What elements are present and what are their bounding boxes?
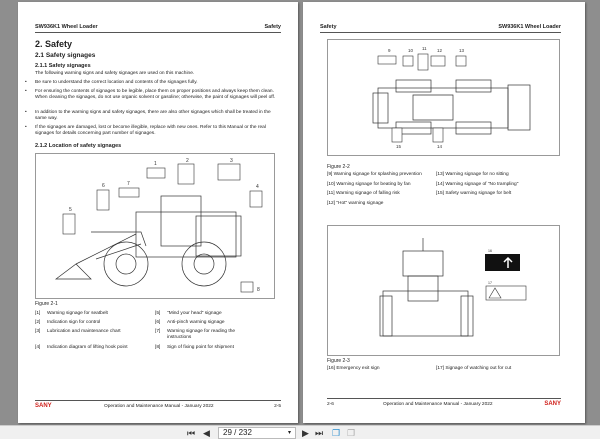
footer-text: Operation and Maintenance Manual - January 2022 xyxy=(104,404,214,409)
wheel-loader-side-drawing xyxy=(36,154,274,298)
figure-caption: Figure 2-1 xyxy=(35,301,58,307)
legend-item: [10] Warning signage for beating by fan xyxy=(327,181,411,187)
page-number-input[interactable] xyxy=(218,427,296,439)
sany-logo: SANY xyxy=(35,403,52,409)
legend-item: Indication sign for control xyxy=(47,320,101,325)
legend-number: [8] xyxy=(155,345,161,350)
callout-label: 3 xyxy=(230,158,233,164)
legend-number: [5] xyxy=(155,311,161,316)
callout-label: 9 xyxy=(388,48,391,53)
legend-item: [17] Signage of watching out for cut xyxy=(436,366,512,371)
legend-item: "Mind your head" signage xyxy=(167,311,222,316)
intro-text: The following warning signs and safety signages are used on this machine. xyxy=(35,71,195,76)
legend-item: [12] "Hot" warning signage xyxy=(327,200,384,206)
callout-label: 8 xyxy=(257,287,260,293)
heading-2-1-2: 2.1.2 Location of safety signages xyxy=(35,143,122,149)
bullet: • Be sure to understand the correct location and contents of the signages fully. xyxy=(35,80,279,86)
bullet: • For ensuring the contents of signages to be legible, place them on proper positions and always keep them clean. When cleaning the signages, do not use organic solvent or gasoline; otherwise, the paint of signages will peel off. xyxy=(35,89,279,101)
legend-item: Warning signage for reading the instructions xyxy=(167,329,236,340)
next-page-button[interactable]: ▶ xyxy=(302,428,309,438)
callout-label: 16 xyxy=(488,249,492,253)
legend-number: [1] xyxy=(35,311,41,316)
last-page-button[interactable]: ⏭ xyxy=(315,428,324,438)
legend-number: [4] xyxy=(35,345,41,350)
legend-number: [7] xyxy=(155,329,161,334)
callout-label: 12 xyxy=(437,48,443,53)
legend-item: [14] Warning signage of "No trampling" xyxy=(436,181,519,187)
page-number: 2-5 xyxy=(274,404,281,409)
legend-item: Lubrication and maintenance chart xyxy=(47,329,121,334)
legend-number: [3] xyxy=(35,329,41,334)
figure-caption: Figure 2-2 xyxy=(327,164,350,170)
legend-item: [11] Warning signage of falling risk xyxy=(327,191,400,196)
callout-label: 17 xyxy=(488,281,492,285)
figure-2-2 xyxy=(327,39,560,156)
previous-page-button[interactable]: ◀ xyxy=(203,428,210,438)
legend-number: [6] xyxy=(155,320,161,325)
callout-label: 11 xyxy=(422,46,427,51)
legend-item: Indication diagram of lifting hook point xyxy=(47,345,128,350)
heading-2-1: 2.1 Safety signages xyxy=(35,52,96,59)
callout-label: 14 xyxy=(437,144,443,149)
left-page xyxy=(18,2,298,423)
heading-2-1-1: 2.1.1 Safety signages xyxy=(35,63,91,69)
header-rule xyxy=(35,32,281,33)
header-section: Safety xyxy=(320,24,337,30)
first-page-button[interactable]: ⏮ xyxy=(187,428,196,438)
chevron-down-icon[interactable]: ▾ xyxy=(287,430,291,436)
bullet: • In addition to the warning signs and safety signages, there are also other signages which shall be treated in the same way. xyxy=(35,110,279,122)
viewer-toolbar xyxy=(0,425,600,439)
two-page-view-icon[interactable]: ❐ xyxy=(332,428,341,438)
header-rule xyxy=(320,32,561,33)
figure-2-1 xyxy=(35,153,275,299)
legend-number: [2] xyxy=(35,320,41,325)
footer-text: Operation and Maintenance Manual - January 2022 xyxy=(383,402,493,407)
header-title: SW936K1 Wheel Loader xyxy=(498,24,561,30)
header-title: SW936K1 Wheel Loader xyxy=(35,24,98,30)
legend-item: Warning signage for seatbelt xyxy=(47,311,108,316)
legend-item: Anti-pinch warning signage xyxy=(167,320,225,325)
heading-safety: 2. Safety xyxy=(35,39,73,49)
right-page xyxy=(303,2,585,423)
callout-label: 7 xyxy=(127,181,130,187)
figure-2-3 xyxy=(327,225,560,356)
sany-logo: SANY xyxy=(544,401,561,407)
footer-rule xyxy=(327,398,561,399)
callout-label: 5 xyxy=(69,207,72,213)
callout-label: 10 xyxy=(408,48,414,53)
single-page-view-icon[interactable]: ❐ xyxy=(347,428,356,438)
legend-item: [16] Emergency exit sign xyxy=(327,366,380,371)
header-section: Safety xyxy=(264,24,281,30)
figure-caption: Figure 2-3 xyxy=(327,358,350,364)
callout-label: 6 xyxy=(102,183,105,189)
callout-label: 15 xyxy=(396,144,402,149)
wheel-loader-top-drawing xyxy=(328,40,559,155)
wheel-loader-rear-drawing xyxy=(328,226,559,355)
page-number: 2-6 xyxy=(327,402,334,407)
callout-label: 2 xyxy=(186,158,189,164)
legend-item: [9] Warning signage for splashing prevention xyxy=(327,172,422,177)
legend-item: Sign of fixing point for shipment xyxy=(167,345,234,350)
legend-item: [13] Warning signage for no sitting xyxy=(436,172,509,177)
page-number-value: 29 / 232 xyxy=(223,428,252,437)
legend-item: [15] Safety warning signage for belt xyxy=(436,191,512,196)
callout-label: 1 xyxy=(154,161,157,167)
callout-label: 13 xyxy=(459,48,465,53)
emergency-exit-sign xyxy=(485,254,520,271)
footer-rule xyxy=(35,400,281,401)
bullet: • If the signages are damaged, lost or become illegible, replace with new ones. Refer to this Manual or the real signages for details concerning part number of signages. xyxy=(35,125,279,137)
callout-label: 4 xyxy=(256,184,259,190)
